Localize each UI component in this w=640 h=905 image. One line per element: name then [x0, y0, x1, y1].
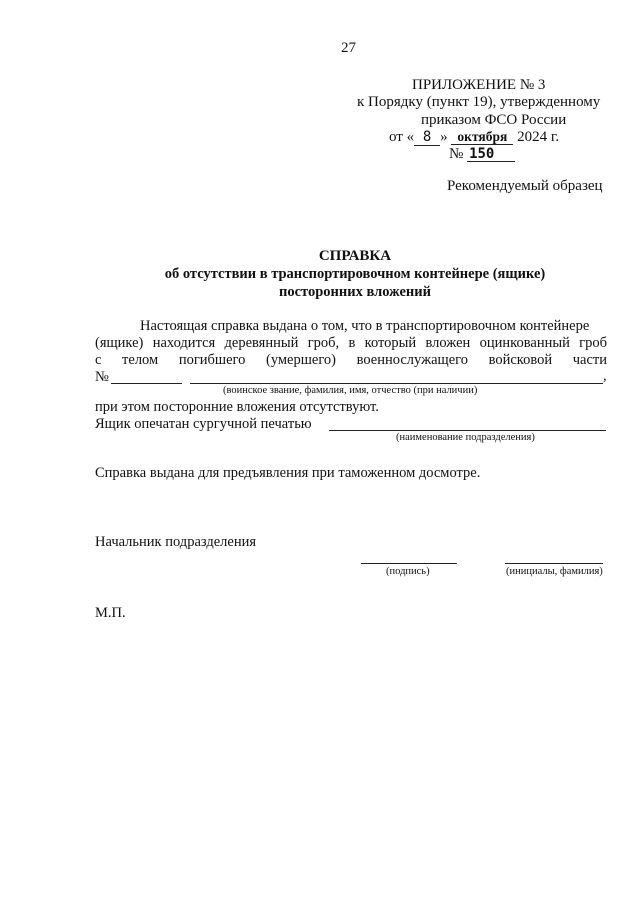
caption-unit: (наименование подразделения): [396, 432, 535, 443]
position-label: Начальник подразделения: [95, 534, 257, 550]
unit-number-blank: [111, 383, 182, 384]
word: с: [95, 352, 102, 368]
word: телом: [122, 352, 159, 368]
word: (умершего): [265, 352, 336, 368]
caption-sign: (подпись): [386, 566, 430, 577]
caption-rank: (воинское звание, фамилия, имя, отчество (при наличии): [223, 385, 478, 396]
date-year: 2024 г.: [517, 129, 560, 145]
appendix-title: ПРИЛОЖЕНИЕ № 3: [412, 77, 546, 93]
doc-subtitle-2: посторонних вложений: [279, 284, 431, 300]
appendix-number: [449, 146, 515, 163]
name-blank: [505, 563, 603, 564]
para1-line1: Настоящая справка выдана о том, что в транспортировочном контейнере: [140, 318, 590, 334]
rank-name-blank: [190, 383, 603, 384]
word: военнослужащего: [356, 352, 468, 368]
date-prefix: от «: [389, 129, 415, 145]
line-customs: Справка выдана для предъявления при таможенном досмотре.: [95, 465, 481, 481]
date-month: октября: [451, 129, 513, 145]
para1-line2: (ящике) находится деревянный гроб, в который вложен оцинкованный гроб: [95, 335, 607, 351]
page-number: 27: [341, 40, 356, 56]
signature-blank: [361, 563, 457, 564]
appendix-date: [389, 129, 559, 146]
date-day: 8: [414, 130, 440, 146]
date-mid: »: [440, 129, 448, 145]
recommended-label: Рекомендуемый образец: [447, 178, 603, 194]
line-absent: при этом посторонние вложения отсутствуют.: [95, 399, 379, 415]
doc-title: СПРАВКА: [318, 248, 392, 264]
line-sealed: Ящик опечатан сургучной печатью: [95, 416, 312, 432]
para1-line3: [95, 352, 607, 369]
unit-name-blank: [329, 430, 606, 431]
stamp-label: М.П.: [95, 605, 126, 621]
number-value: 150: [467, 147, 515, 162]
comma: ,: [603, 368, 607, 384]
caption-name: (инициалы, фамилия): [506, 566, 603, 577]
appendix-line2: приказом ФСО России: [421, 112, 567, 128]
word: погибшего: [178, 352, 246, 368]
appendix-line1: к Порядку (пункт 19), утвержденному: [357, 94, 601, 110]
unit-prefix: №: [95, 369, 109, 385]
word: части: [572, 352, 607, 368]
number-prefix: №: [449, 146, 464, 162]
doc-subtitle-1: об отсутствии в транспортировочном контейнере (ящике): [164, 266, 546, 282]
word: войсковой: [488, 352, 553, 368]
